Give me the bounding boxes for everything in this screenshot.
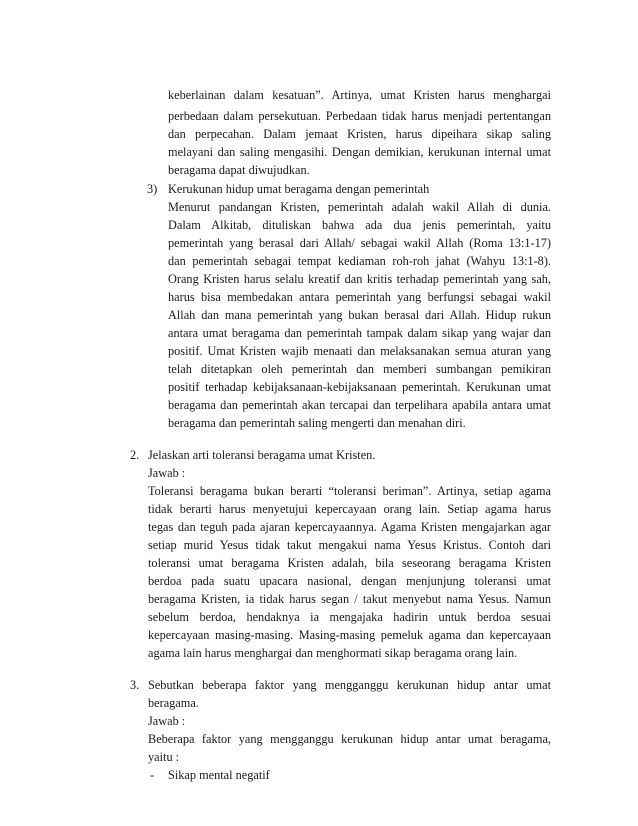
paragraph-line: beragama Kristen, ia tidak harus segan / takut menyebut nama Yesus. Namun <box>148 592 551 606</box>
bullet-text: Sikap mental negatif <box>168 768 270 782</box>
paragraph-line: perbedaan dalam persekutuan. Perbedaan tidak harus menjadi pertentangan <box>168 109 551 123</box>
paragraph-line: Orang Kristen harus selalu kreatif dan kritis terhadap pemerintah yang sah, <box>168 272 551 286</box>
paragraph-line: harus bisa membedakan antara pemerintah yang berfungsi sebagai wakil <box>168 290 551 304</box>
paragraph-line: toleransi umat beragama Kristen adalah, bila seseorang beragama Kristen <box>148 556 551 570</box>
paragraph-line: beragama dan pemerintah saling mengerti dan menahan diri. <box>168 416 466 430</box>
paragraph-line: Dalam Alkitab, dituliskan bahwa ada dua jenis pemerintah, yaitu <box>168 218 551 232</box>
paragraph-line: Allah dan mana pemerintah yang bukan berasal dari Allah. Hidup rukun <box>168 308 551 322</box>
paragraph-line: tegas dan teguh pada ajaran kepercayaannya. Agama Kristen mengajarkan agar <box>148 520 551 534</box>
paragraph-line: sebelum berdoa, hendaknya ia mengajaka hadirin untuk berdoa sesuai <box>148 610 551 624</box>
paragraph-line: antara umat beragama dan pemerintah tampak dalam sikap yang wajar dan <box>168 326 551 340</box>
paragraph-line: Beberapa faktor yang mengganggu kerukunan hidup antar umat beragama, <box>148 732 551 746</box>
question-text: beragama. <box>148 696 199 710</box>
paragraph-line: yaitu : <box>148 750 180 764</box>
paragraph-line: berdoa pada suatu upacara nasional, dengan menjunjung toleransi umat <box>148 574 551 588</box>
question-text: Jelaskan arti toleransi beragama umat Kristen. <box>148 448 376 462</box>
list-number: 3) <box>147 182 158 196</box>
answer-label: Jawab : <box>148 714 186 728</box>
paragraph-line: pemerintah yang berasal dari Allah/ sebagai wakil Allah (Roma 13:1-17) <box>168 236 551 250</box>
answer-label: Jawab : <box>148 466 186 480</box>
question-number: 3. <box>130 678 140 692</box>
paragraph-line: keberlainan dalam kesatuan”. Artinya, umat Kristen harus menghargai <box>168 88 551 102</box>
question-number: 2. <box>130 448 140 462</box>
paragraph-line: dan pemerintah sebagai tempat kediaman roh-roh jahat (Wahyu 13:1-8). <box>168 254 551 268</box>
bullet-marker: - <box>150 768 155 782</box>
paragraph-line: setiap murid Yesus tidak takut mengakui nama Yesus Kristus. Contoh dari <box>148 538 551 552</box>
paragraph-line: Toleransi beragama bukan berarti “toleransi beriman”. Artinya, setiap agama <box>148 484 551 498</box>
paragraph-line: positif. Umat Kristen wajib menaati dan melaksanakan semua aturan yang <box>168 344 551 358</box>
paragraph-line: dan perpecahan. Dalam jemaat Kristen, harus dipeihara sikap saling <box>168 127 551 141</box>
paragraph-line: positif terhadap kebijaksanaan-kebijaksanaan pemerintah. Kerukunan umat <box>168 380 551 394</box>
paragraph-line: tidak berarti harus menyetujui kepercayaan orang lain. Setiap agama harus <box>148 502 551 516</box>
paragraph-line: beragama dan pemerintah akan tercapai dan terpelihara apabila antara umat <box>168 398 551 412</box>
paragraph-line: melayani dan saling mengasihi. Dengan demikian, kerukunan internal umat <box>168 145 551 159</box>
question-text: Sebutkan beberapa faktor yang mengganggu kerukunan hidup antar umat <box>148 678 551 692</box>
paragraph-line: Menurut pandangan Kristen, pemerintah adalah wakil Allah di dunia. <box>168 200 551 214</box>
paragraph-line: agama lain harus menghargai dan menghormati sikap beragama orang lain. <box>148 646 518 660</box>
section-heading: Kerukunan hidup umat beragama dengan pemerintah <box>168 182 430 196</box>
paragraph-line: telah ditetapkan oleh pemerintah dan memberi sumbangan pemikiran <box>168 362 551 376</box>
paragraph-line: kepercayaan masing-masing. Masing-masing pemeluk agama dan kepercayaan <box>148 628 551 642</box>
paragraph-line: beragama dapat diwujudkan. <box>168 163 310 177</box>
